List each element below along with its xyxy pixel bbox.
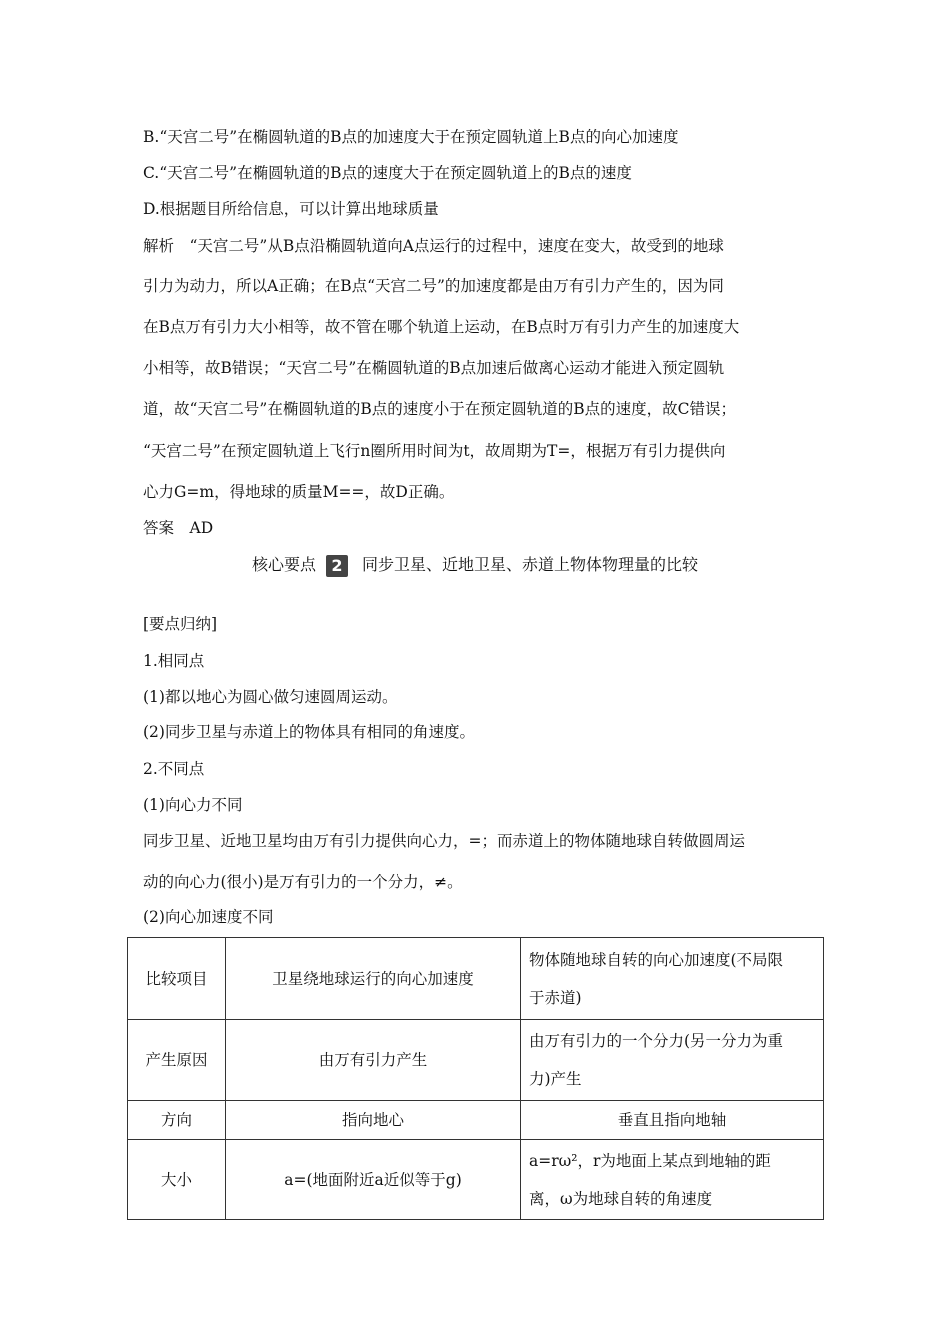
- table-cell-label: 大小: [128, 1140, 226, 1220]
- cell-line: 力)产生: [529, 1070, 582, 1088]
- table-cell: [521, 938, 824, 1020]
- comparison-table: [127, 937, 824, 1220]
- cell-line: 于赤道): [529, 988, 582, 1007]
- table-row: [128, 1140, 824, 1220]
- table-cell: [521, 1020, 824, 1101]
- table-cell-label: 比较项目: [128, 938, 226, 1020]
- cell-line: 物体随地球自转的向心加速度(不局限: [529, 950, 784, 969]
- core-point-prefix: 核心要点: [251, 555, 316, 574]
- table-cell: 指向地心: [226, 1101, 521, 1140]
- table-row: [128, 938, 824, 1020]
- table-row: [128, 1101, 824, 1140]
- diff-2-title: (2)向心加速度不同: [143, 908, 274, 926]
- analysis-line: 心力G=m，得地球的质量M==，故D正确。: [143, 483, 455, 501]
- diff-title: 2.不同点: [143, 760, 205, 778]
- table-cell: a=(地面附近a近似等于g): [226, 1140, 521, 1220]
- cell-line: 由万有引力的一个分力(另一分力为重: [529, 1032, 784, 1050]
- core-point-title: 同步卫星、近地卫星、赤道上物体物理量的比较: [362, 555, 699, 574]
- table-cell: 由万有引力产生: [226, 1020, 521, 1101]
- diff-1-text: 同步卫星、近地卫星均由万有引力提供向心力，=；而赤道上的物体随地球自转做圆周运: [143, 832, 745, 850]
- cell-line: 离，ω为地球自转的角速度: [529, 1189, 713, 1208]
- core-point-number-badge: 2: [326, 555, 348, 577]
- table-row: [128, 1020, 824, 1101]
- same-point-2: (2)同步卫星与赤道上的物体具有相同的角速度。: [143, 723, 475, 741]
- diff-1-title: (1)向心力不同: [143, 796, 243, 814]
- table-cell: [521, 1140, 824, 1220]
- summary-header: [要点归纳]: [143, 615, 218, 633]
- answer: 答案 AD: [143, 519, 214, 537]
- analysis-line: 在B点万有引力大小相等，故不管在哪个轨道上运动，在B点时万有引力产生的加速度大: [143, 318, 740, 336]
- option-c: C.“天宫二号”在椭圆轨道的B点的速度大于在预定圆轨道上的B点的速度: [143, 164, 632, 182]
- same-point-1: (1)都以地心为圆心做匀速圆周运动。: [143, 688, 398, 706]
- table-cell-label: 产生原因: [128, 1020, 226, 1101]
- cell-line: a=rω²，r为地面上某点到地轴的距: [529, 1151, 771, 1170]
- option-b: B.“天宫二号”在椭圆轨道的B点的加速度大于在预定圆轨道上B点的向心加速度: [143, 128, 679, 146]
- analysis-line: 解析 “天宫二号”从B点沿椭圆轨道向A点运行的过程中，速度在变大，故受到的地球: [143, 237, 724, 255]
- analysis-line: 小相等，故B错误；“天宫二号”在椭圆轨道的B点加速后做离心运动才能进入预定圆轨: [143, 359, 725, 377]
- core-point-heading: [0, 553, 950, 577]
- table-cell: 垂直且指向地轴: [521, 1101, 824, 1140]
- analysis-line: “天宫二号”在预定圆轨道上飞行n圈所用时间为t，故周期为T=，根据万有引力提供向: [143, 442, 726, 460]
- table-cell-label: 方向: [128, 1101, 226, 1140]
- table-cell: 卫星绕地球运行的向心加速度: [226, 938, 521, 1020]
- analysis-line: 引力为动力，所以A正确；在B点“天宫二号”的加速度都是由万有引力产生的，因为同: [143, 277, 724, 295]
- option-d: D.根据题目所给信息，可以计算出地球质量: [143, 200, 439, 218]
- diff-1-text: 动的向心力(很小)是万有引力的一个分力，≠。: [143, 873, 463, 891]
- same-title: 1.相同点: [143, 652, 205, 670]
- analysis-line: 道，故“天宫二号”在椭圆轨道的B点的速度小于在预定圆轨道的B点的速度，故C错误；: [143, 400, 736, 418]
